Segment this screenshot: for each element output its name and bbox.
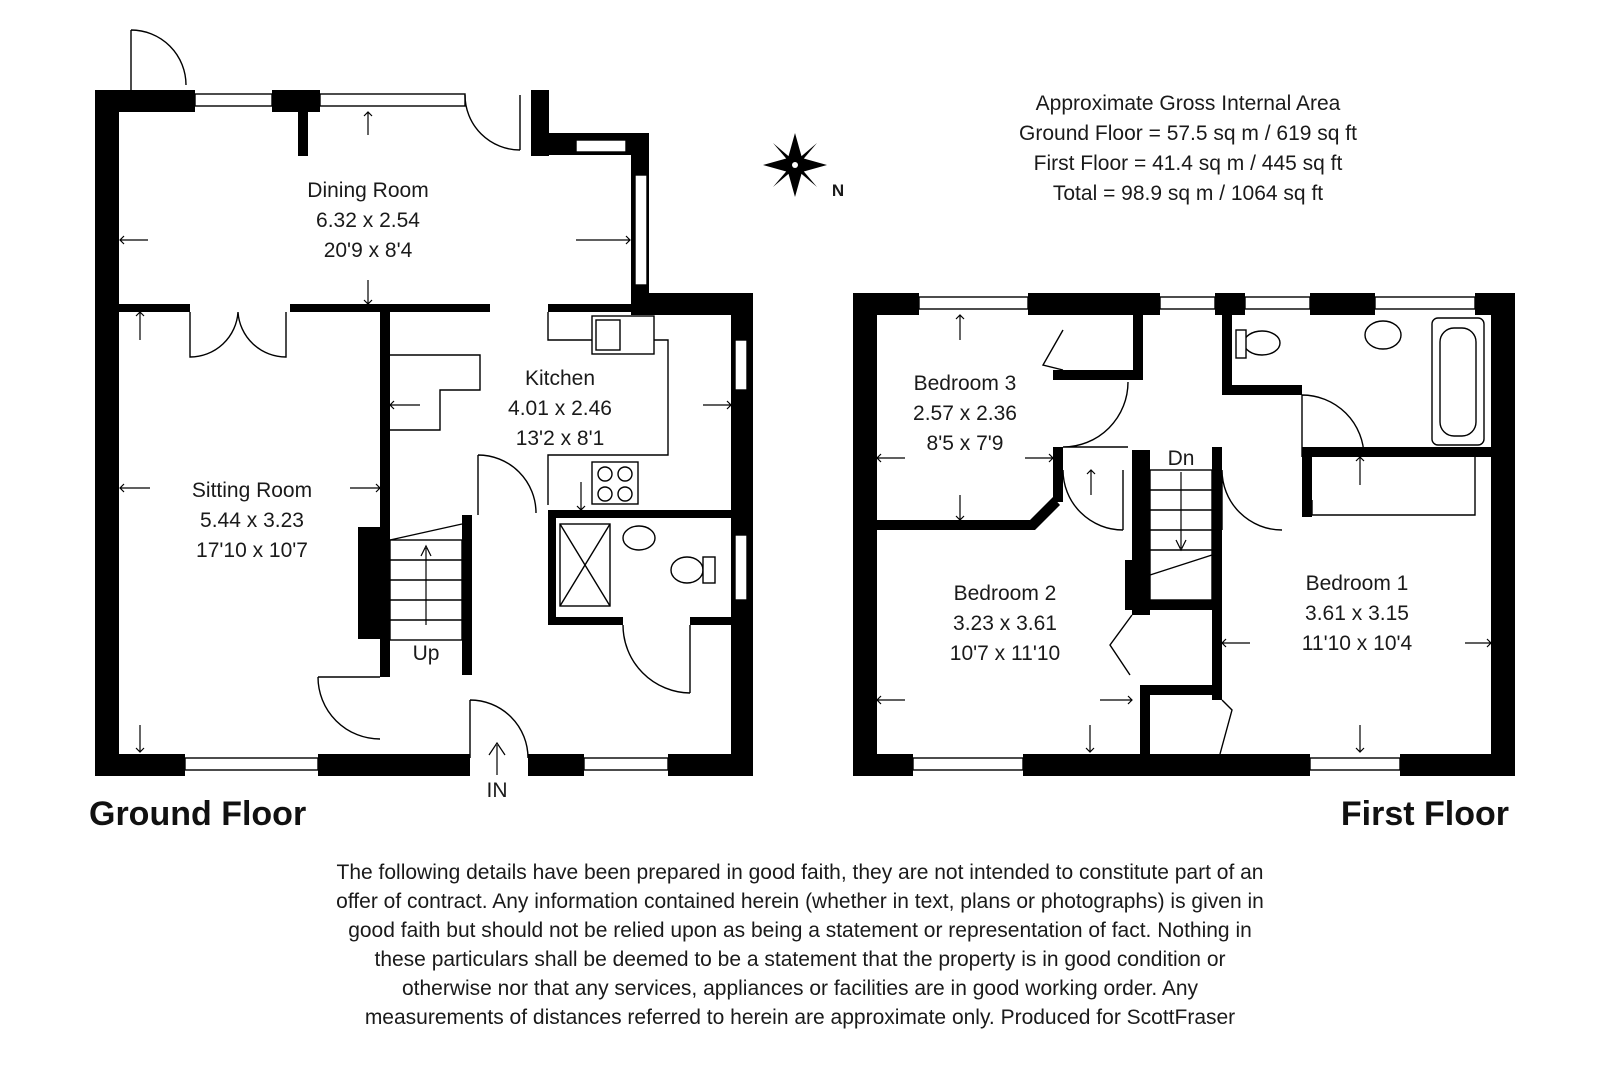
gf-window-bay-top [576, 140, 626, 152]
room-metric-sitting: 5.44 x 3.23 [200, 509, 304, 532]
gf-wall-dining-sitting-b [290, 304, 490, 312]
room-imperial-bedroom3: 8'5 x 7'9 [926, 432, 1004, 455]
room-imperial-sitting: 17'10 x 10'7 [196, 539, 308, 562]
compass-rose-icon [763, 133, 827, 197]
ff-wall-north-a [853, 293, 919, 315]
disclaimer-line: The following details have been prepared in good faith, they are not intended to constitute part of an [336, 861, 1264, 884]
gf-wall-north-mid [272, 90, 320, 112]
ff-wall-bed1-west [1212, 447, 1222, 700]
ff-wall-south-b [1023, 754, 1310, 776]
room-imperial-dining: 20'9 x 8'4 [323, 239, 413, 262]
compass-north-label: N [831, 181, 845, 200]
room-name-bedroom2: Bedroom 2 [953, 582, 1057, 605]
ff-window-wc [1245, 297, 1310, 309]
gf-wall-west [95, 90, 119, 776]
ff-door-swing-bed3 [1063, 382, 1128, 447]
ff-wall-wardrobe [1302, 457, 1312, 517]
gf-stairs-label: Up [412, 642, 440, 665]
room-name-sitting: Sitting Room [191, 479, 313, 502]
gf-window-sitting [185, 758, 318, 770]
room-metric-bedroom1: 3.61 x 3.15 [1305, 602, 1409, 625]
gf-door-swing-sitting [318, 677, 380, 739]
room-imperial-bedroom2: 10'7 x 11'10 [949, 642, 1061, 665]
gf-toilet-cistern [703, 557, 715, 583]
gf-wall-south-d [668, 754, 753, 776]
ff-wall-north-c [1215, 293, 1245, 315]
ff-wall-bed3-bed2 [877, 497, 1060, 530]
ff-window-bedroom1 [1310, 758, 1400, 770]
ff-toilet-cistern [1236, 330, 1246, 358]
gf-wall-dining-kitchen [548, 304, 638, 312]
gf-double-door-swing [190, 312, 286, 357]
ff-wall-north-d [1310, 293, 1375, 315]
room-metric-dining: 6.32 x 2.54 [316, 209, 420, 232]
ff-wall-cupboard-east [1133, 315, 1143, 380]
ff-door-cupboard-bed1 [1220, 700, 1232, 754]
ff-wall-bed1-north [1302, 447, 1491, 457]
gf-wall-dining-sitting-a [95, 304, 190, 312]
ff-door-cupboard-bed2 [1110, 615, 1132, 675]
ff-wall-cupboard-west [1140, 685, 1150, 754]
gf-window-bay-east [635, 175, 647, 285]
ff-wall-wc-south [1222, 385, 1302, 395]
gf-wall-south-b [318, 754, 470, 776]
ff-wall-east [1491, 293, 1515, 776]
gf-wall-wc-west [548, 518, 556, 623]
area-ground: Ground Floor = 57.5 sq m / 619 sq ft [1019, 122, 1357, 145]
ff-room-labels [913, 372, 1412, 665]
gf-window-kitchen [735, 340, 747, 390]
gf-wall-wc-south-b [690, 617, 731, 625]
room-metric-bedroom3: 2.57 x 2.36 [913, 402, 1017, 425]
first-floor-plan [853, 293, 1515, 776]
ff-basin [1365, 321, 1401, 349]
gf-door-swing-kitchen [478, 455, 536, 515]
ff-wall-landing-cupboard [1132, 600, 1222, 610]
ff-toilet [1244, 331, 1280, 355]
ff-door-swing-bed1 [1222, 470, 1282, 530]
room-name-bedroom1: Bedroom 1 [1305, 572, 1409, 595]
room-name-bedroom3: Bedroom 3 [913, 372, 1017, 395]
gf-door-swing-front [470, 700, 528, 758]
room-metric-kitchen: 4.01 x 2.46 [508, 397, 612, 420]
gf-door-swing-garden [131, 30, 186, 90]
gf-room-labels [192, 179, 612, 802]
room-name-dining: Dining Room [307, 179, 429, 202]
ff-staircase [1150, 470, 1212, 600]
ff-window-bathroom [1375, 297, 1475, 309]
room-metric-bedroom2: 3.23 x 3.61 [953, 612, 1057, 635]
gf-staircase [390, 524, 462, 640]
first-floor-title: First Floor [1340, 795, 1509, 833]
ff-wall-north-e [1475, 293, 1515, 315]
ff-wall-west [853, 293, 877, 776]
room-imperial-bedroom1: 11'10 x 10'4 [1301, 632, 1413, 655]
gf-window-dining-2 [320, 94, 465, 106]
room-imperial-kitchen: 13'2 x 8'1 [515, 427, 605, 450]
gf-wall-north-left [95, 90, 195, 112]
gf-window-hall [584, 758, 668, 770]
ff-wall-cupboard [1053, 370, 1143, 380]
disclaimer-line: these particulars shall be deemed to be a statement that the property is in good condition or [374, 948, 1226, 971]
gf-door-swing-wc [623, 625, 690, 693]
disclaimer-line: measurements of distances referred to herein are approximate only. Produced for ScottFraser [364, 1006, 1236, 1029]
gf-wall-south-c [528, 754, 584, 776]
room-name-kitchen: Kitchen [524, 367, 596, 390]
gf-wall-wc-south [548, 617, 623, 625]
gf-wall-kitchen-wc [548, 510, 731, 518]
gf-entrance-label: IN [486, 779, 508, 802]
gf-wall-pillar [298, 90, 308, 156]
ground-floor-title: Ground Floor [89, 795, 307, 833]
area-summary [1019, 92, 1357, 205]
gf-window-dining-1 [195, 94, 272, 106]
gf-wall-south-a [95, 754, 185, 776]
ff-window-bedroom3 [919, 297, 1028, 309]
gf-window-wc [735, 535, 747, 600]
gf-chimney [358, 527, 382, 639]
gf-basin [623, 526, 655, 550]
gf-toilet [671, 557, 703, 583]
ff-wall-north-b [1028, 293, 1160, 315]
gf-wall-stair-east [462, 515, 472, 675]
ff-door-cupboard-bed3 [1043, 330, 1063, 370]
ff-door-swing-bed2 [1063, 470, 1123, 530]
ff-wall-south-c [1400, 754, 1515, 776]
area-first: First Floor = 41.4 sq m / 445 sq ft [1033, 152, 1343, 175]
ff-wall-wc-west [1222, 315, 1232, 395]
ff-wall-cupboard-b [1140, 685, 1222, 695]
disclaimer-line: offer of contract. Any information contained herein (whether in text, plans or photographs) is given in [336, 890, 1264, 913]
disclaimer-line: good faith but should not be relied upon as being a statement or representation of fact. Nothing in [348, 919, 1252, 942]
area-total: Total = 98.9 sq m / 1064 sq ft [1052, 182, 1324, 205]
disclaimer-line: otherwise nor that any services, appliances or facilities are in good working order. Any [401, 977, 1199, 1000]
gf-sink-bowl [596, 320, 620, 350]
ff-window-bedroom2 [913, 758, 1023, 770]
ff-wall-south-a [853, 754, 913, 776]
ff-wardrobe [1312, 457, 1475, 515]
ff-wall-bed3-east [1053, 447, 1063, 502]
area-title: Approximate Gross Internal Area [1035, 92, 1341, 115]
ff-stairs-label: Dn [1167, 447, 1195, 470]
gf-understairs [390, 355, 480, 430]
ff-window-landing [1160, 297, 1215, 309]
gf-door-swing-dining [465, 95, 520, 150]
disclaimer-text [250, 858, 1350, 1032]
